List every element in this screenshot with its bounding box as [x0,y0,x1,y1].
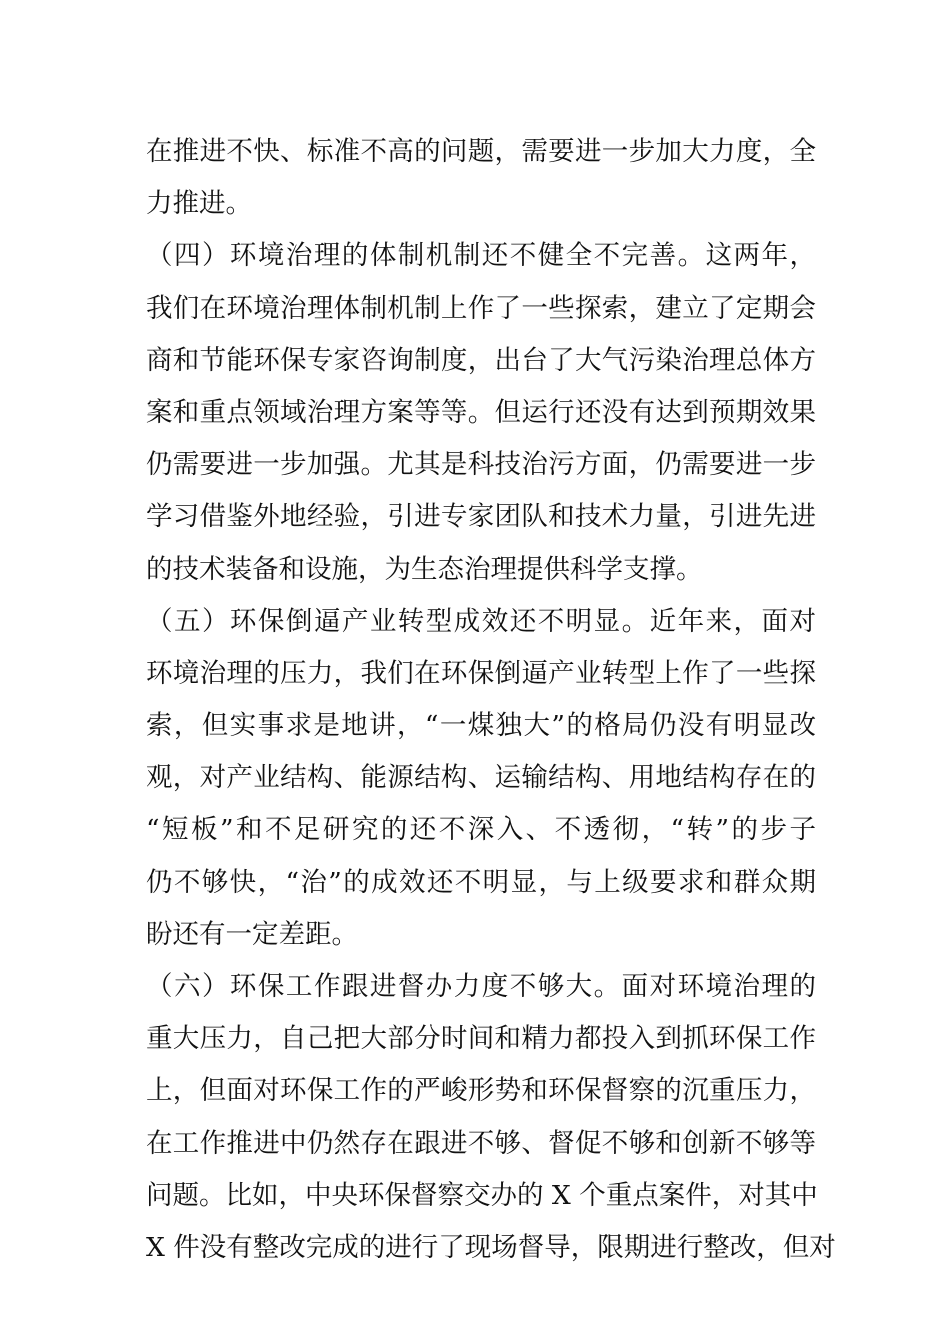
text-line: 盼还有一定差距。 [146,918,358,950]
text-line: 商和节能环保专家咨询制度，出台了大气污染治理总体方 [146,344,816,376]
text-line: 力推进。 [146,188,252,220]
text-line: 的技术装备和设施，为生态治理提供科学支撑。 [146,553,703,585]
text-line: 案和重点领域治理方案等等。但运行还没有达到预期效果 [146,396,816,428]
text-line: 在工作推进中仍然存在跟进不够、督促不够和创新不够等 [146,1127,816,1159]
text-line: 问题。比如，中央环保督察交办的 X 个重点案件，对其中 [146,1179,818,1211]
text-line: 我们在环境治理体制机制上作了一些探索，建立了定期会 [146,292,816,324]
section-heading-line: （六）环保工作跟进督办力度不够大。面对环境治理的 [146,971,816,1002]
text-line: “短板”和不足研究的还不深入、不透彻，“转”的步子 [146,814,816,846]
text-line: 索，但实事求是地讲，“一煤独大”的格局仍没有明显改 [146,710,816,742]
section-heading-line: （四）环境治理的体制机制还不健全不完善。这两年， [146,240,816,272]
text-line: 重大压力，自己把大部分时间和精力都投入到抓环保工作 [146,1023,816,1055]
text-line: 上，但面对环保工作的严峻形势和环保督察的沉重压力， [146,1075,816,1107]
text-line: X 件没有整改完成的进行了现场督导，限期进行整改，但对 [146,1231,836,1263]
text-line: 在推进不快、标准不高的问题，需要进一步加大力度，全 [146,136,816,167]
section-heading-line: （五）环保倒逼产业转型成效还不明显。近年来，面对 [146,605,816,637]
text-line: 仍不够快，“治”的成效还不明显，与上级要求和群众期 [146,866,816,898]
text-line: 观，对产业结构、能源结构、运输结构、用地结构存在的 [146,762,816,794]
text-line: 学习借鉴外地经验，引进专家团队和技术力量，引进先进 [146,501,816,533]
body-text [146,126,836,1274]
text-line: 环境治理的压力，我们在环保倒逼产业转型上作了一些探 [146,657,816,689]
text-line: 仍需要进一步加强。尤其是科技治污方面，仍需要进一步 [146,449,816,481]
